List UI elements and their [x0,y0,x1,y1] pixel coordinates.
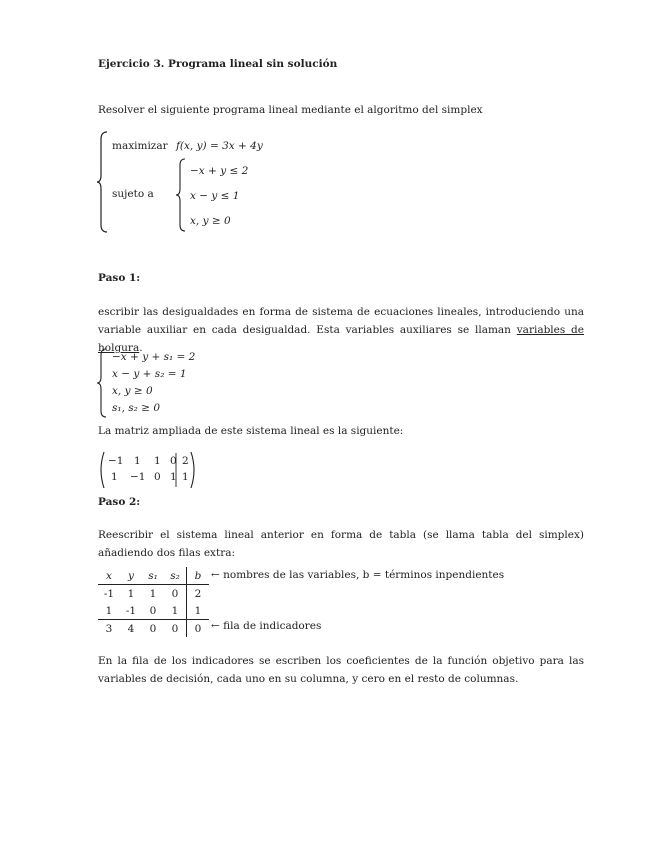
table-cell: -1 [103,587,115,600]
matrix-cell: −1 [130,471,146,483]
header-annotation: ← nombres de las variables, b = términos inpendientes [211,569,505,581]
indicator-cell: 3 [98,620,120,638]
step1-text-end: . [139,342,143,354]
table-row [98,585,209,603]
table-cell: 1 [171,604,179,617]
indicator-cell: 4 [120,620,142,638]
matrix-cell: 1 [111,471,118,483]
objective-function: f(x, y) = 3x + 4y [176,140,263,152]
slack-variables-term: variables de holgura [98,324,584,354]
header-cell: b [187,567,210,585]
header-cell: y [120,567,142,585]
maximize-label: maximizar [112,140,168,152]
table-row [98,602,209,620]
constraints-brace [175,158,187,232]
header-cell: s₂ [164,567,187,585]
matrix-intro: La matriz ampliada de este sistema lineal es la siguiente: [98,425,404,437]
table-cell: 1 [187,602,210,620]
constraint-1: −x + y ≤ 2 [190,165,249,177]
system-brace [96,348,108,418]
program-brace [96,131,110,233]
matrix-cell: 1 [182,471,189,483]
indicator-cell: 0 [164,620,187,638]
table-cell: 0 [171,587,179,600]
constraint-3: x, y ≥ 0 [190,215,231,227]
indicator-cell: 0 [187,620,210,638]
table-cell: 1 [149,587,157,600]
step2-paragraph: Reescribir el sistema lineal anterior en forma de tabla (se llama tabla del simplex) añadiendo dos filas extra: [98,529,584,559]
matrix-cell: 0 [170,455,177,467]
table-header-row [98,567,209,585]
step1-text: escribir las desigualdades en forma de sistema de ecuaciones lineales, introduciendo una variable auxiliar en cada desigualdad. Esta variables auxiliares se llaman [98,306,584,336]
step2-title: Paso 2: [98,496,141,508]
table-cell: 0 [149,604,157,617]
constraint-2: x − y ≤ 1 [190,190,240,202]
matrix-cell: 1 [170,471,177,483]
header-cell: x [98,567,120,585]
subject-to-label: sujeto a [112,188,154,200]
exercise-title: Ejercicio 3. Programa lineal sin solución [98,58,338,70]
matrix-cell: 1 [154,455,161,467]
step1-title: Paso 1: [98,272,141,284]
simplex-table-wrapper [98,567,209,637]
matrix-cell: 0 [154,471,161,483]
simplex-table [98,567,209,637]
intro-text: Resolver el siguiente programa lineal mediante el algoritmo del simplex [98,104,483,116]
header-cell: s₁ [142,567,164,585]
table-cell: 1 [105,604,113,617]
indicator-annotation: ← fila de indicadores [211,620,322,632]
equation-1: −x + y + s₁ = 2 [112,351,196,363]
matrix-cell: 1 [134,455,141,467]
indicator-row [98,620,209,638]
table-cell: 2 [187,585,210,603]
indicator-cell: 0 [142,620,164,638]
equation-3: x, y ≥ 0 [112,385,153,397]
table-cell: 1 [127,587,135,600]
equation-2: x − y + s₂ = 1 [112,368,187,380]
table-cell: -1 [125,604,137,617]
equation-4: s₁, s₂ ≥ 0 [112,402,161,414]
matrix-cell: 2 [182,455,189,467]
closing-paragraph: En la fila de los indicadores se escriben los coeficientes de la función objetivo para las variables de decisión, cada uno en su columna, y cero en el resto de columnas. [98,655,584,685]
matrix-cell: −1 [108,455,124,467]
step1-paragraph [98,303,584,357]
